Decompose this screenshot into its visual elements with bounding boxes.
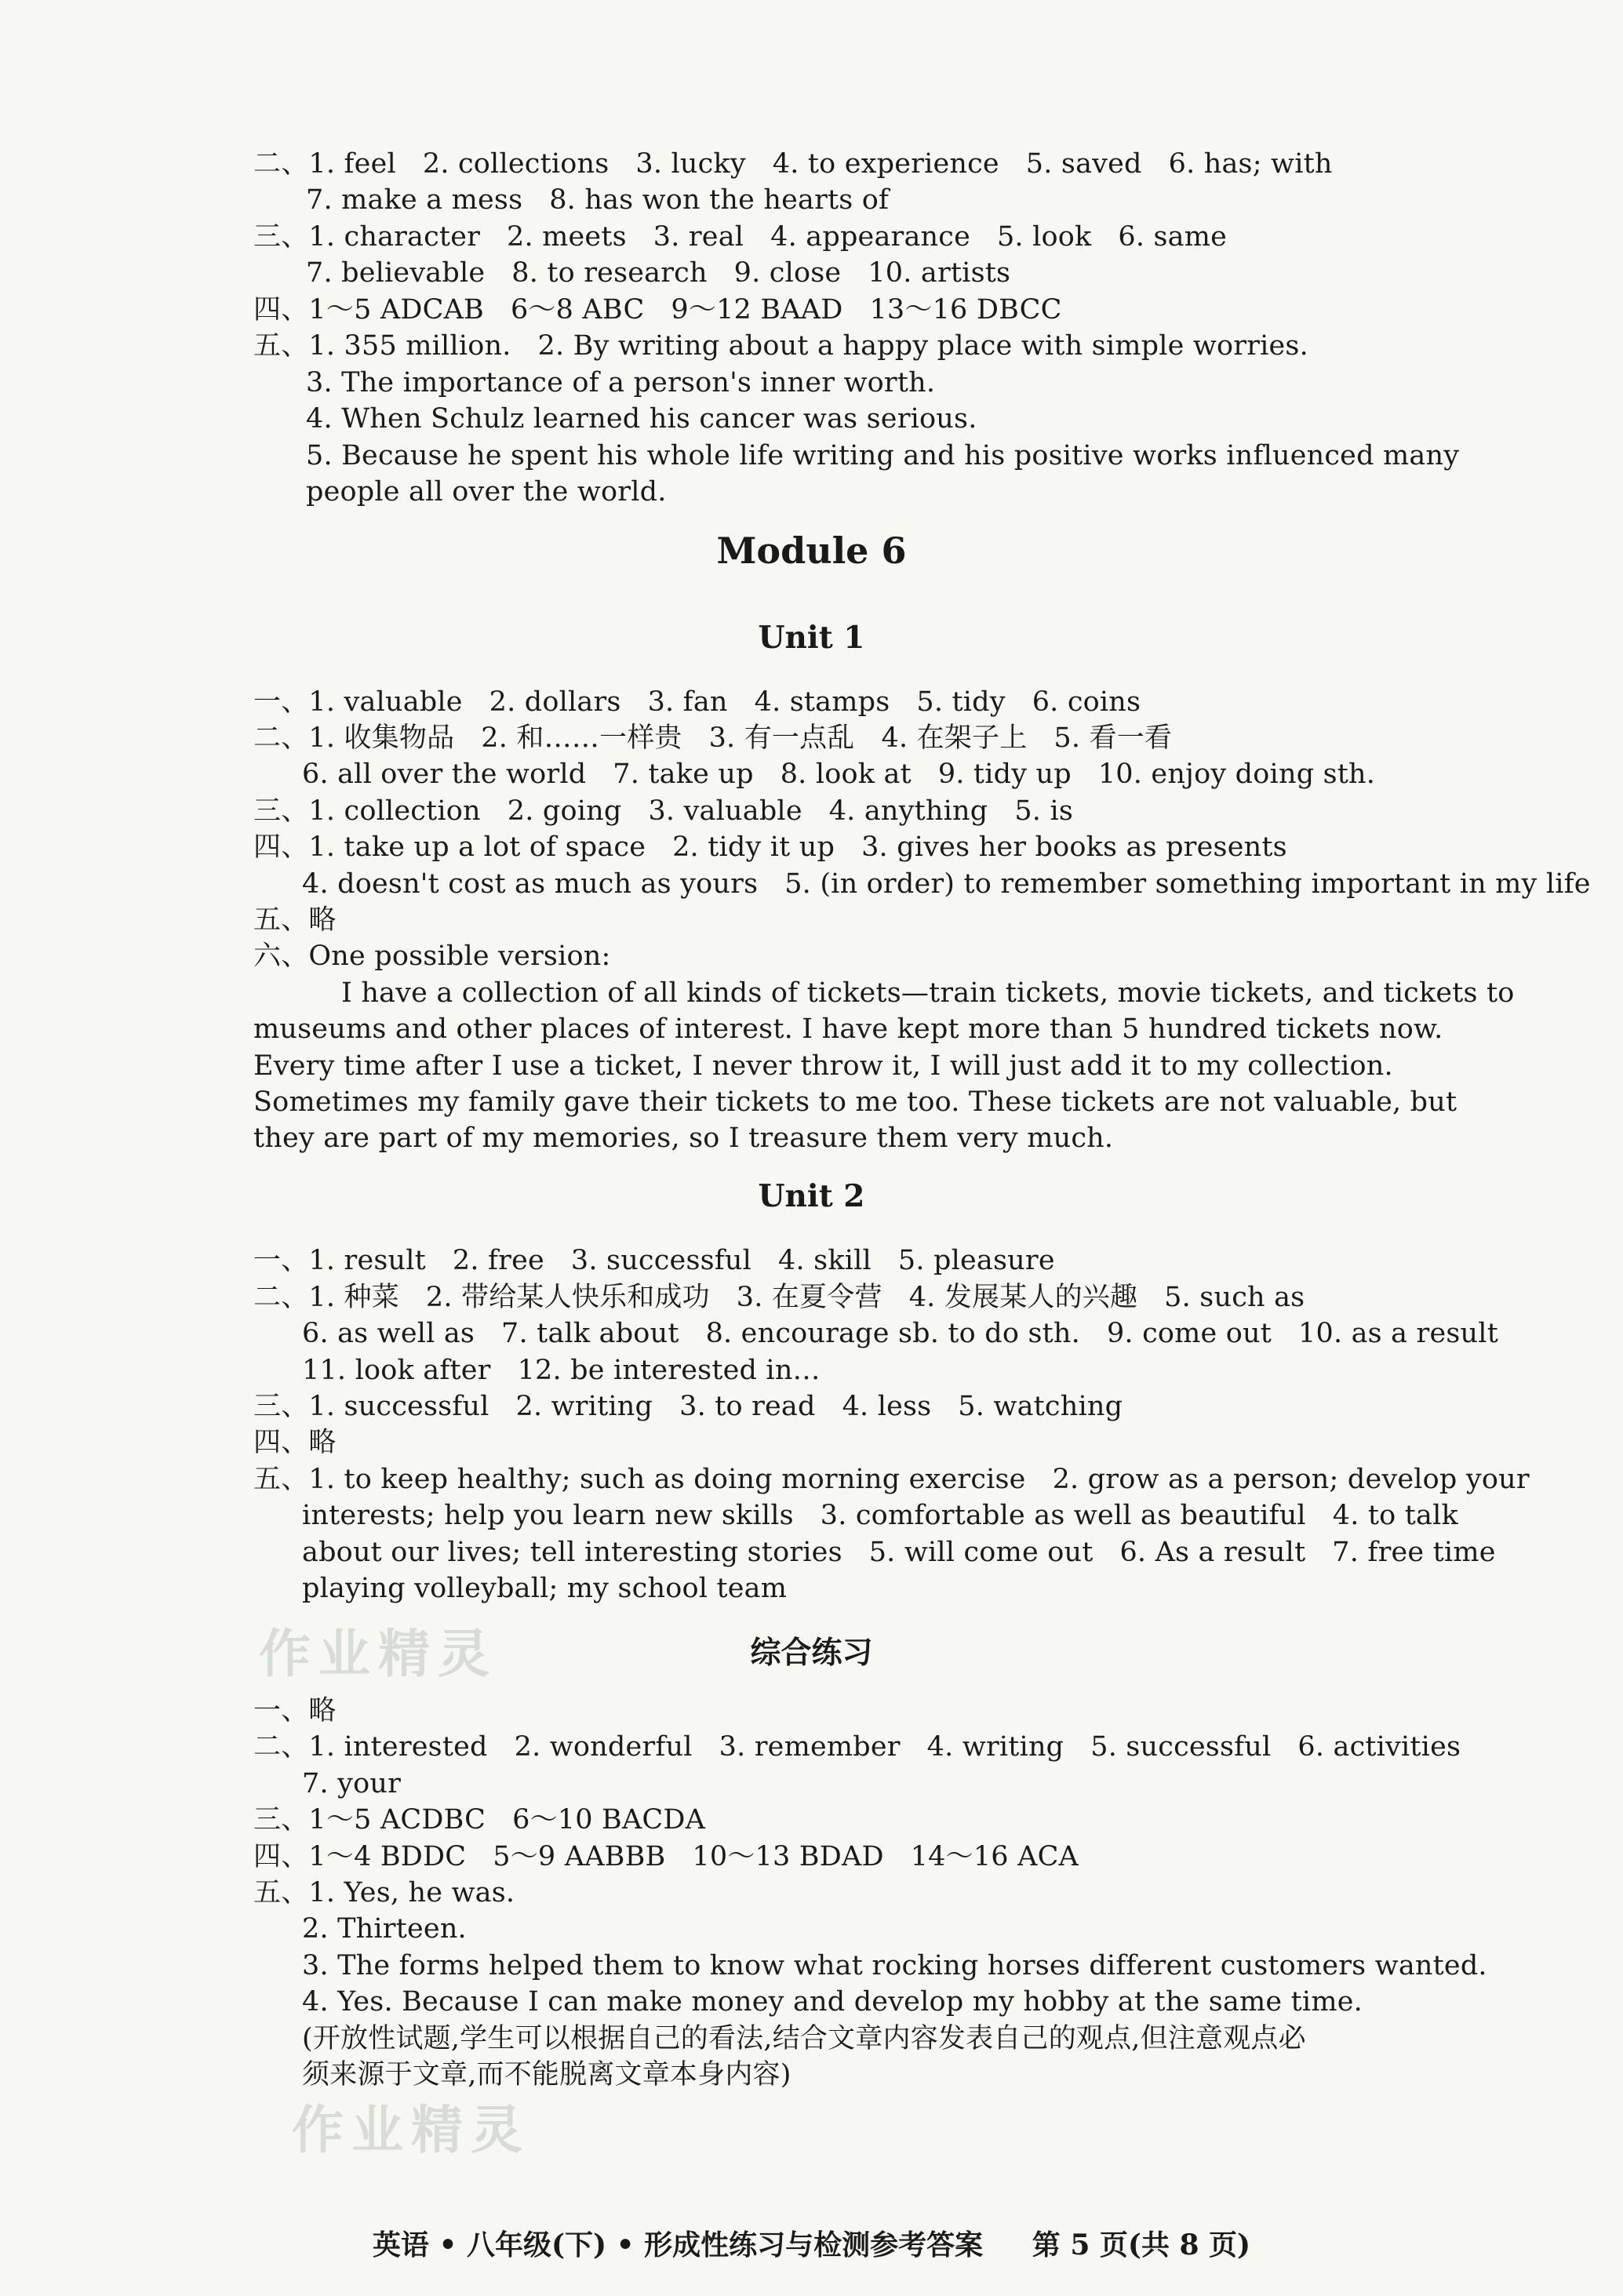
answer-line: 5. Because he spent his whole life writing and his positive works influenced many — [306, 440, 1460, 471]
answer-line: about our lives; tell interesting stories 5. will come out 6. As a result 7. free time — [302, 1537, 1496, 1568]
answer-line: 7. believable 8. to research 9. close 10. artists — [306, 257, 1011, 289]
answer-line: 4. Yes. Because I can make money and develop my hobby at the same time. — [302, 1986, 1363, 2018]
unit-1-title: Unit 1 — [758, 620, 865, 656]
answer-line: playing volleyball; my school team — [302, 1573, 788, 1604]
answer-line: 四、1. take up a lot of space 2. tidy it up 3. gives her books as presents — [253, 831, 1287, 863]
unit-2-title: Unit 2 — [758, 1178, 865, 1214]
watermark: 作业精灵 — [259, 1624, 497, 1684]
answer-line: 四、1～5 ADCAB 6～8 ABC 9～12 BAAD 13～16 DBCC — [253, 294, 1062, 326]
answer-line: 三、1～5 ACDBC 6～10 BACDA — [253, 1804, 706, 1836]
answer-line: 三、1. character 2. meets 3. real 4. appearance 5. look 6. same — [253, 221, 1228, 253]
answer-line: 五、略 — [253, 904, 337, 936]
essay-line: they are part of my memories, so I treasure them very much. — [253, 1123, 1114, 1154]
essay-line: Every time after I use a ticket, I never throw it, I will just add it to my collection. — [253, 1050, 1393, 1082]
answer-line: 三、1. collection 2. going 3. valuable 4. anything 5. is — [253, 795, 1074, 827]
answer-line: 6. as well as 7. talk about 8. encourage sb. to do sth. 9. come out 10. as a result — [302, 1318, 1498, 1349]
essay-line: museums and other places of interest. I have kept more than 5 hundred tickets now. — [253, 1013, 1443, 1045]
essay-line: Sometimes my family gave their tickets to me too. These tickets are not valuable, but — [253, 1086, 1457, 1118]
answer-line: (开放性试题,学生可以根据自己的看法,结合文章内容发表自己的观点,但注意观点必 — [302, 2023, 1306, 2054]
answer-line: 四、1～4 BDDC 5～9 AABBB 10～13 BDAD 14～16 ACA — [253, 1841, 1079, 1872]
answer-line: 二、1. 收集物品 2. 和……一样贵 3. 有一点乱 4. 在架子上 5. 看一看 — [253, 722, 1173, 754]
answer-line: 一、略 — [253, 1695, 337, 1727]
answer-line: 四、略 — [253, 1427, 337, 1458]
answer-line: 须来源于文章,而不能脱离文章本身内容) — [302, 2059, 791, 2090]
answer-line: 二、1. interested 2. wonderful 3. remember 4. writing 5. successful 6. activities — [253, 1731, 1461, 1763]
answer-line: people all over the world. — [306, 476, 667, 508]
answer-line: 六、One possible version: — [253, 941, 611, 972]
answer-line: 3. The importance of a person's inner worth. — [306, 367, 936, 398]
answer-line: 4. doesn't cost as much as yours 5. (in order) to remember something important in my life — [302, 868, 1591, 900]
answer-line: 6. all over the world 7. take up 8. look at 9. tidy up 10. enjoy doing sth. — [302, 759, 1376, 790]
answer-line: 11. look after 12. be interested in… — [302, 1355, 821, 1386]
watermark: 作业精灵 — [292, 2100, 530, 2160]
answer-line: 五、1. to keep healthy; such as doing morning exercise 2. grow as a person; develop your — [253, 1464, 1530, 1495]
answer-line: 五、1. 355 million. 2. By writing about a happy place with simple worries. — [253, 330, 1308, 362]
answer-line: 2. Thirteen. — [302, 1913, 467, 1945]
answer-line: 二、1. 种菜 2. 带给某人快乐和成功 3. 在夏令营 4. 发展某人的兴趣 5. such as — [253, 1282, 1305, 1313]
answer-line: 一、1. valuable 2. dollars 3. fan 4. stamps 5. tidy 6. coins — [253, 686, 1141, 718]
answer-line: 7. make a mess 8. has won the hearts of — [306, 184, 890, 216]
answer-line: 3. The forms helped them to know what rocking horses different customers wanted. — [302, 1950, 1487, 1981]
page-footer: 英语 • 八年级(下) • 形成性练习与检测参考答案 第 5 页(共 8 页) — [372, 2229, 1251, 2261]
answer-line: 一、1. result 2. free 3. successful 4. skill 5. pleasure — [253, 1245, 1055, 1276]
answer-line: 二、1. feel 2. collections 3. lucky 4. to experience 5. saved 6. has; with — [253, 148, 1333, 180]
review-title: 综合练习 — [750, 1635, 873, 1671]
essay-line: I have a collection of all kinds of tickets—train tickets, movie tickets, and tickets to — [341, 977, 1515, 1009]
module-title: Module 6 — [716, 529, 907, 572]
answer-line: 7. your — [302, 1768, 402, 1799]
answer-line: interests; help you learn new skills 3. comfortable as well as beautiful 4. to talk — [302, 1500, 1458, 1531]
answer-line: 4. When Schulz learned his cancer was serious. — [306, 403, 977, 435]
answer-line: 五、1. Yes, he was. — [253, 1877, 515, 1908]
answer-line: 三、1. successful 2. writing 3. to read 4. less 5. watching — [253, 1391, 1123, 1422]
